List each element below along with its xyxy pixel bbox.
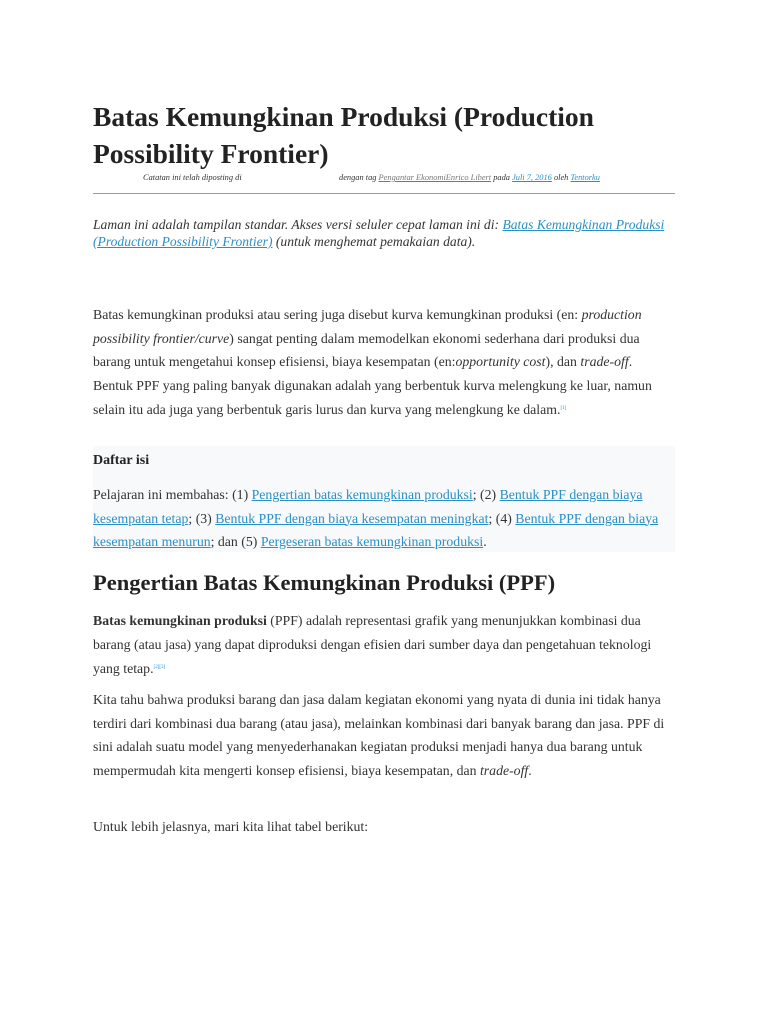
toc-sep-1: ;: [472, 487, 477, 502]
author-link[interactable]: Tentorku: [570, 173, 600, 182]
toc-sep-3: ;: [488, 510, 493, 526]
explanation-text: Kita tahu bahwa produksi barang dan jasa dalam kegiatan ekonomi yang nyata di dunia ini tidak hanya terdiri dari kombinasi dua barang (atau jasa), melainkan kombinasi dari banyak barang dan jasa. PPF di sini adalah suatu model yang menyederhanakan kegiatan produksi menjadi hanya dua barang untuk mempermudah kita mengerti konsep efisiensi, biaya kesempatan, dan: [93, 692, 665, 778]
intro-term-1: production possibility frontier/curve: [93, 307, 642, 346]
mobile-version-notice: [93, 216, 675, 250]
definition-term: Batas kemungkinan produksi: [93, 613, 267, 628]
toc-num-4: (4): [495, 510, 512, 526]
toc-num-3: (3): [195, 510, 212, 526]
post-meta-tags: [339, 172, 600, 184]
reference-1[interactable]: [1]: [560, 406, 567, 411]
tag-label: dengan tag: [339, 173, 377, 182]
toc-num-1: (1): [232, 487, 249, 502]
notice-text: Laman ini adalah tampilan standar. Akses versi seluler cepat laman ini di:: [93, 217, 500, 232]
toc-paragraph: [93, 483, 675, 554]
toc-prefix: Pelajaran ini membahas:: [93, 487, 229, 502]
definition-text: (PPF) adalah representasi grafik yang menunjukkan kombinasi dua barang (atau jasa) yang dapat diproduksi dengan efisien dari sumber daya dan pengetahuan teknologi yang tetap.: [93, 613, 652, 676]
mobile-version-link[interactable]: Batas Kemungkinan Produksi (Production Possibility Frontier): [93, 217, 665, 249]
toc-sep-2: ;: [188, 510, 193, 526]
intro-text-4: . Bentuk PPF yang paling banyak digunakan adalah yang berbentuk kurva melengkung ke luar, namun selain itu ada juga yang berbentuk garis lurus dan kurva yang melengkung ke dalam.: [93, 354, 652, 417]
page-title: Batas Kemungkinan Produksi (Production Possibility Frontier): [93, 101, 594, 169]
toc-link-4[interactable]: Bentuk PPF dengan biaya kesempatan menurun: [93, 510, 659, 549]
toc-num-5: (5): [241, 534, 258, 549]
author-label: oleh: [553, 173, 569, 182]
explanation-paragraph: [93, 688, 675, 782]
toc-link-1[interactable]: Pengertian batas kemungkinan produksi: [251, 487, 473, 502]
tag-link[interactable]: Pengantar EkonomiEnrico Libert: [378, 173, 492, 182]
toc-sep-4: ; dan: [210, 534, 238, 549]
definition-paragraph: [93, 609, 675, 681]
toc-link-3[interactable]: Bentuk PPF dengan biaya kesempatan meningkat: [215, 510, 489, 526]
table-intro-paragraph: Untuk lebih jelasnya, mari kita lihat tabel berikut:: [93, 819, 369, 834]
reference-2-3[interactable]: [2][3]: [153, 665, 166, 670]
intro-term-3: trade-off: [580, 354, 629, 369]
notice-suffix: (untuk menghemat pemakaian data).: [275, 234, 476, 249]
toc-sep-5: .: [483, 534, 487, 549]
header-divider: [93, 193, 675, 194]
explanation-term: trade-off: [479, 762, 529, 778]
toc-link-2[interactable]: Bentuk PPF dengan biaya kesempatan tetap: [93, 487, 643, 526]
intro-text-3: ), dan: [545, 354, 577, 369]
explanation-end: .: [528, 762, 532, 778]
toc-num-2: (2): [480, 487, 497, 502]
intro-text-2: ) sangat penting dalam memodelkan ekonomi sederhana dari produksi dua barang untuk mengetahui konsep efisiensi, biaya kesempatan (en:: [93, 330, 640, 369]
date-label: pada: [493, 173, 510, 182]
toc-link-5[interactable]: Pergeseran batas kemungkinan produksi: [260, 534, 484, 549]
toc-title: Daftar isi: [93, 453, 150, 468]
section-heading: Pengertian Batas Kemungkinan Produksi (PPF): [93, 570, 556, 595]
posted-label: Catatan ini telah diposting di: [143, 173, 242, 182]
intro-term-2: opportunity cost: [455, 354, 546, 369]
intro-paragraph: [93, 303, 675, 422]
date-link[interactable]: Juli 7, 2016: [512, 173, 552, 182]
intro-text-1: Batas kemungkinan produksi atau sering juga disebut kurva kemungkinan produksi (en:: [93, 307, 579, 322]
